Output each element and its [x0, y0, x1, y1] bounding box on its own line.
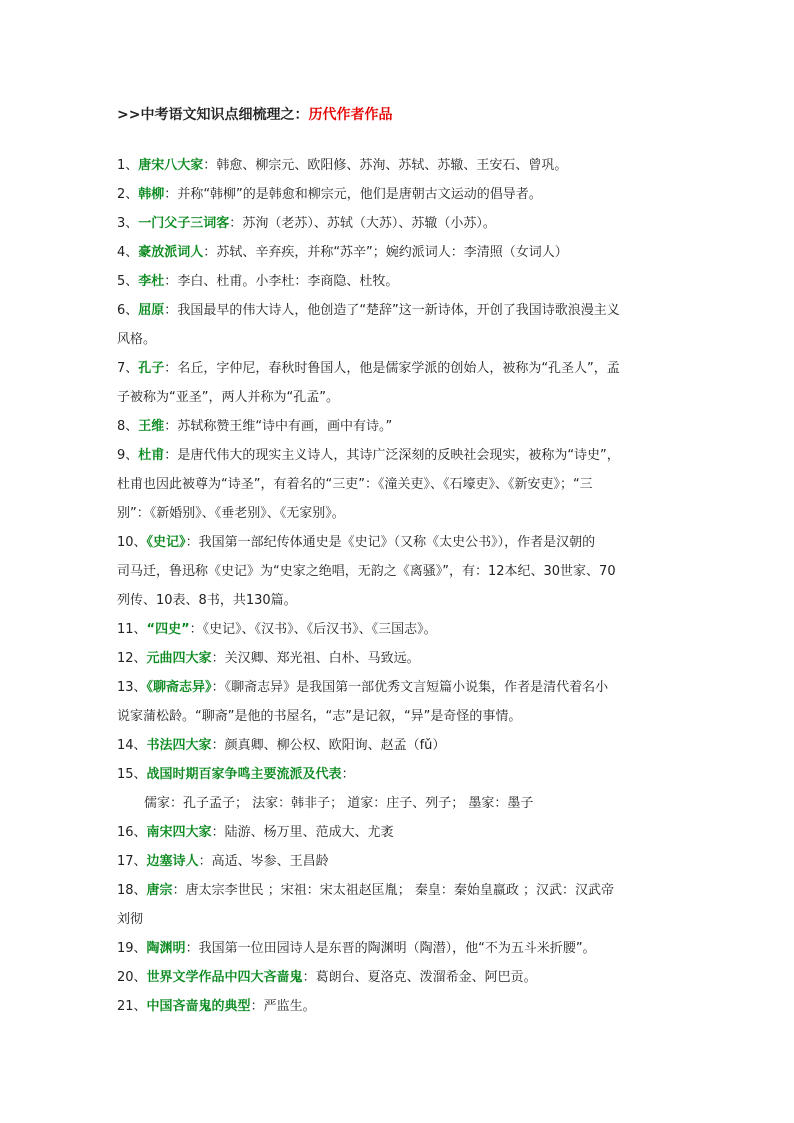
item-separator: ：: [211, 738, 225, 753]
item-separator: ：: [341, 767, 355, 782]
item-text: 名丘，字仲尼，春秋时鲁国人，他是儒家学派的创始人，被称为“孔圣人”，孟: [177, 361, 620, 376]
item-separator: ：: [185, 941, 199, 956]
item-separator: ：: [172, 883, 186, 898]
item-separator: ：: [164, 361, 178, 376]
item-text-continued: 说家蒲松龄。“聊斋”是他的书屋名，“志”是记叙，“异”是奇怪的事情。: [117, 709, 522, 724]
item-number: 21、: [117, 999, 147, 1014]
item-number: 10、: [117, 535, 147, 550]
item-separator: ：: [211, 825, 225, 840]
item-text: 我国第一位田园诗人是东晋的陶渊明（陶潜），他“不为五斗米折腰”。: [198, 941, 596, 956]
list-item: [117, 847, 677, 876]
title-prefix: >>中考语文知识点细梳理之：: [117, 107, 309, 123]
item-separator: ：: [250, 999, 264, 1014]
item-term: 中国吝啬鬼的典型: [146, 999, 251, 1014]
item-text: 我国最早的伟大诗人，他创造了“楚辞”这一新诗体，开创了我国诗歌浪漫主义: [177, 303, 620, 318]
item-separator: ：: [203, 158, 217, 173]
item-line: [117, 267, 677, 296]
item-term: 战国时期百家争鸣主要流派及代表: [146, 767, 342, 782]
item-line: [117, 731, 677, 760]
item-term: 元曲四大家: [146, 651, 212, 666]
item-line: [117, 354, 677, 383]
item-separator: ：: [189, 622, 203, 637]
item-text: 关汉卿、郑光祖、白朴、马致远。: [224, 651, 420, 666]
item-line: [117, 615, 677, 644]
list-item: [117, 876, 677, 934]
item-term: 南宋四大家: [146, 825, 212, 840]
item-text: 并称“韩柳”的是韩愈和柳宗元，他们是唐朝古文运动的倡导者。: [177, 187, 542, 202]
item-separator: ：: [211, 651, 225, 666]
list-item: [117, 615, 677, 644]
item-number: 15、: [117, 767, 147, 782]
item-text: 唐太宗李世民 ；宋祖：宋太祖赵匡胤； 秦皇：秦始皇嬴政 ；汉武：汉武帝: [185, 883, 614, 898]
list-item: [117, 673, 677, 731]
item-number: 4、: [117, 245, 139, 260]
item-text-continued: 杜甫也因此被尊为“诗圣”，有着名的“三吏”：《潼关吏》、《石壕吏》、《新安吏》；“三: [117, 477, 593, 492]
item-text-continued: 列传、10表、8书，共130篇。: [117, 593, 297, 608]
item-number: 18、: [117, 883, 147, 898]
item-separator: ：: [198, 854, 212, 869]
item-number: 9、: [117, 448, 139, 463]
item-separator: ：: [164, 419, 178, 434]
item-line: [117, 441, 677, 470]
item-line: [117, 528, 677, 557]
item-separator: ：: [211, 680, 225, 695]
item-text: 《史记》、《汉书》、《后汉书》、《三国志》。: [202, 622, 437, 637]
item-number: 6、: [117, 303, 139, 318]
list-item: [117, 760, 677, 818]
list-item: [117, 238, 677, 267]
item-text: 苏洵（老苏）、苏轼（大苏）、苏辙（小苏）。: [242, 216, 496, 231]
item-text: 我国第一部纪传体通史是《史记》（又称《太史公书》），作者是汉朝的: [198, 535, 596, 550]
list-item: [117, 441, 677, 528]
item-number: 14、: [117, 738, 147, 753]
item-line: [117, 151, 677, 180]
item-number: 17、: [117, 854, 147, 869]
item-text-continued: 别”：《新婚别》、《垂老别》、《无家别》。: [117, 506, 345, 521]
item-text-continued: 司马迁，鲁迅称《史记》为“史家之绝唱，无韵之《离骚》”，有：12本纪、30世家、70: [117, 564, 616, 579]
item-line: [117, 296, 677, 325]
item-number: 7、: [117, 361, 139, 376]
item-term: 杜甫: [138, 448, 165, 463]
item-line: [117, 760, 677, 789]
item-sub-text: 儒家：孔子孟子； 法家：韩非子； 道家：庄子、列子； 墨家：墨子: [144, 796, 534, 811]
item-line: [117, 992, 677, 1021]
item-term: 李杜: [138, 274, 165, 289]
list-item: [117, 731, 677, 760]
item-number: 1、: [117, 158, 139, 173]
item-term: 世界文学作品中四大吝啬鬼: [146, 970, 303, 985]
item-text: 高适、岑参、王昌龄: [211, 854, 329, 869]
item-term: “四史”: [146, 622, 190, 637]
list-item: [117, 412, 677, 441]
list-item: [117, 354, 677, 412]
item-term: 《史记》: [146, 535, 186, 550]
item-term: 唐宗: [146, 883, 173, 898]
item-line: [117, 818, 677, 847]
item-separator: ：: [164, 274, 178, 289]
item-line: [117, 412, 677, 441]
list-item: [117, 934, 677, 963]
item-separator: ：: [203, 245, 217, 260]
item-text: 《聊斋志异》是我国第一部优秀文言短篇小说集，作者是清代着名小: [224, 680, 609, 695]
page-title: [117, 104, 677, 126]
item-term: 屈原: [138, 303, 165, 318]
item-separator: ：: [164, 187, 178, 202]
list-item: [117, 267, 677, 296]
item-term: 一门父子三词客: [138, 216, 230, 231]
item-number: 8、: [117, 419, 139, 434]
list-item: [117, 528, 677, 615]
item-text: 苏轼、辛弃疾，并称“苏辛”；婉约派词人：李清照（女词人）: [216, 245, 568, 260]
item-separator: ：: [185, 535, 199, 550]
item-term: 边塞诗人: [146, 854, 199, 869]
item-text-continued: 刘彻: [117, 912, 144, 927]
list-item: [117, 151, 677, 180]
item-text-continued: 风格。: [117, 332, 157, 347]
item-separator: ：: [164, 448, 178, 463]
item-term: 《聊斋志异》: [146, 680, 212, 695]
item-term: 王维: [138, 419, 165, 434]
item-term: 孔子: [138, 361, 165, 376]
item-text: 李白、杜甫。小李杜：李商隐、杜牧。: [177, 274, 399, 289]
item-separator: ：: [164, 303, 178, 318]
knowledge-list: [117, 151, 677, 1021]
item-number: 12、: [117, 651, 147, 666]
item-number: 5、: [117, 274, 139, 289]
item-number: 20、: [117, 970, 147, 985]
item-line: [117, 876, 677, 905]
item-number: 13、: [117, 680, 147, 695]
list-item: [117, 296, 677, 354]
item-term: 书法四大家: [146, 738, 212, 753]
item-line: [117, 209, 677, 238]
item-number: 11、: [117, 622, 147, 637]
item-term: 韩柳: [138, 187, 165, 202]
item-number: 16、: [117, 825, 147, 840]
list-item: [117, 644, 677, 673]
item-number: 2、: [117, 187, 139, 202]
item-text: 苏轼称赞王维“诗中有画，画中有诗。”: [177, 419, 393, 434]
list-item: [117, 992, 677, 1021]
item-text: 是唐代伟大的现实主义诗人，其诗广泛深刻的反映社会现实，被称为“诗史”，: [177, 448, 620, 463]
document-page: [117, 104, 677, 1021]
item-line: [117, 238, 677, 267]
item-line: [117, 963, 677, 992]
list-item: [117, 209, 677, 238]
item-line: [117, 934, 677, 963]
item-separator: ：: [302, 970, 316, 985]
item-text: 葛朗台、夏洛克、泼溜希金、阿巴贡。: [315, 970, 537, 985]
item-text-continued: 子被称为“亚圣”，两人并称为“孔孟”。: [117, 390, 339, 405]
list-item: [117, 818, 677, 847]
title-highlight: 历代作者作品: [308, 107, 393, 123]
item-separator: ：: [229, 216, 243, 231]
item-text: 颜真卿、柳公权、欧阳询、赵孟（fǔ）: [224, 738, 446, 753]
item-term: 陶渊明: [146, 941, 186, 956]
item-line: [117, 644, 677, 673]
item-line: [117, 673, 677, 702]
item-term: 唐宋八大家: [138, 158, 204, 173]
item-text: 严监生。: [263, 999, 316, 1014]
item-line: [117, 180, 677, 209]
item-line: [117, 847, 677, 876]
item-number: 3、: [117, 216, 139, 231]
item-term: 豪放派词人: [138, 245, 204, 260]
item-text: 陆游、杨万里、范成大、尤袤: [224, 825, 394, 840]
item-text: 韩愈、柳宗元、欧阳修、苏洵、苏轼、苏辙、王安石、曾巩。: [216, 158, 568, 173]
list-item: [117, 180, 677, 209]
item-number: 19、: [117, 941, 147, 956]
list-item: [117, 963, 677, 992]
